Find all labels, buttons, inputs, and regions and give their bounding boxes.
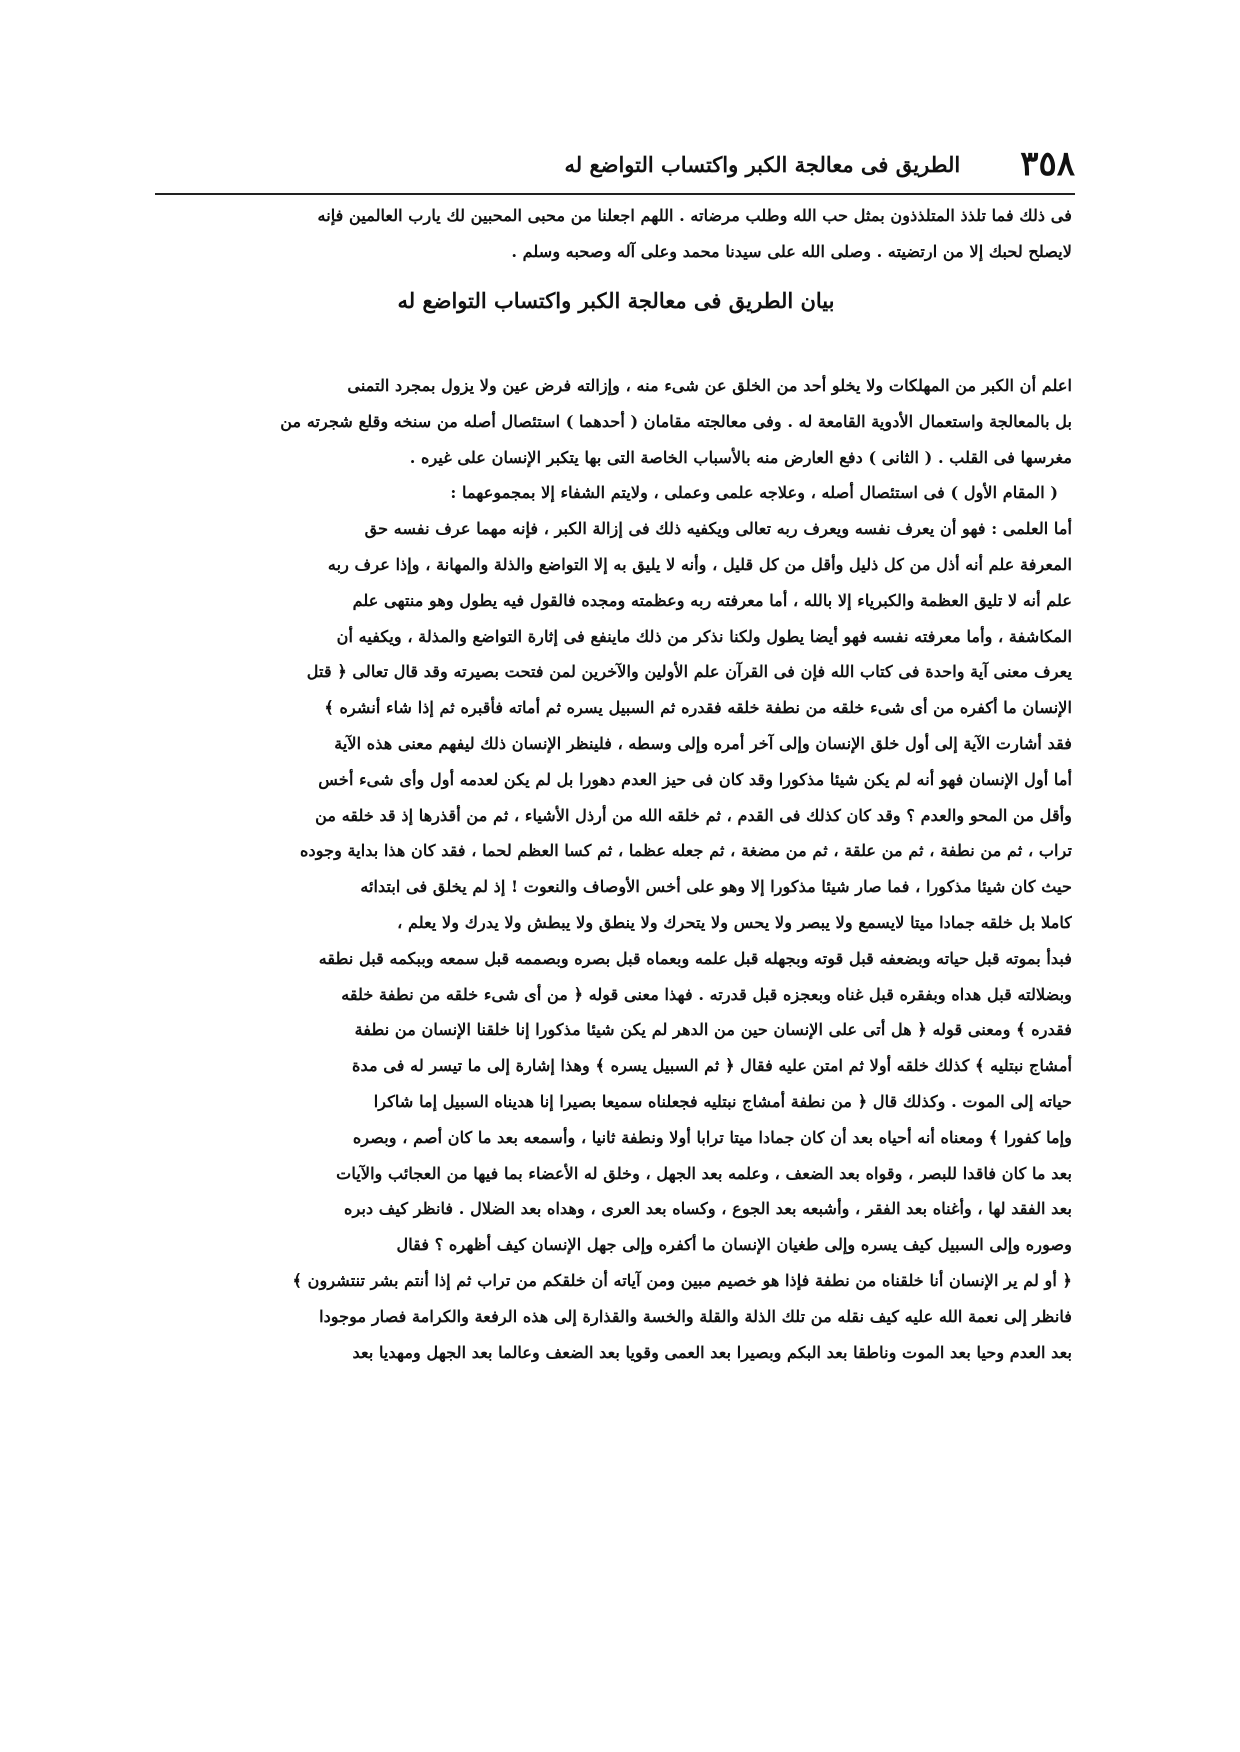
text-line: فقد أشارت الآية إلى أول خلق الإنسان وإلى آخر أمره وإلى وسطه ، فلينظر الإنسان ذلك ليفهم معنى هذه الآية: [334, 733, 1072, 753]
text-line: مغرسها فى القلب . ( الثانى ) دفع العارض منه بالأسباب الخاصة التى بها يتكبر الإنسان على غيره .: [409, 447, 1072, 467]
text-line: بعد الفقد لها ، وأغناه بعد الفقر ، وأشبعه بعد الجوع ، وكساه بعد العرى ، وهداه بعد الضلال . فانظر كيف دبره: [344, 1199, 1072, 1219]
text-line: بل بالمعالجة واستعمال الأدوية القامعة له . وفى معالجته مقامان ( أحدهما ) استئصال أصله من سنخه وقلع شجرته من: [280, 411, 1072, 431]
text-line: فقدره ﴾ ومعنى قوله ﴿ هل أتى على الإنسان حين من الدهر لم يكن شيئا مذكورا إنا خلقنا الإنسان من نطفة: [354, 1020, 1072, 1040]
text-line: فانظر إلى نعمة الله عليه كيف نقله من تلك الذلة والقلة والخسة والقذارة إلى هذه الرفعة والكرامة فصار موجودا: [319, 1306, 1072, 1326]
text-line: وبضلالته قبل هداه وبفقره قبل غناه وبعجزه قبل قدرته . فهذا معنى قوله ﴿ من أى شىء خلقه من نطفة خلقه: [341, 984, 1072, 1004]
text-line: ﴿ أو لم ير الإنسان أنا خلقناه من نطفة فإذا هو خصيم مبين ومن آياته أن خلقكم من تراب ثم إذا أنتم بشر تنتشرون ﴾: [292, 1270, 1072, 1290]
text-line: فبدأ بموته قبل حياته وبضعفه قبل قوته وبجهله قبل علمه وبعماه قبل بصره وبصممه قبل سمعه وببكمه قبل نطقه: [318, 948, 1072, 968]
page-number: ٣٥٨: [1020, 144, 1075, 184]
text-line: وأقل من المحو والعدم ؟ وقد كان كذلك فى القدم ، ثم خلقه الله من أرذل الأشياء ، ثم من أقذرها إذ قد خلقه من: [315, 805, 1072, 825]
text-line: يعرف معنى آية واحدة فى كتاب الله فإن فى القرآن علم الأولين والآخرين لمن فتحت بصيرته وقد قال تعالى ﴿ قتل: [306, 662, 1072, 682]
text-line: وإما كفورا ﴾ ومعناه أنه أحياه بعد أن كان جمادا ميتا ترابا أولا ونطفة ثانيا ، وأسمعه بعد ما كان أصم ، وبصره: [352, 1127, 1072, 1147]
top-paragraph: [160, 198, 1072, 270]
page-header: [155, 140, 1075, 188]
section-title: بيان الطريق فى معالجة الكبر واكتساب التواضع له: [397, 288, 835, 313]
text-line: أمشاج نبتليه ﴾ كذلك خلقه أولا ثم امتن عليه فقال ﴿ ثم السبيل يسره ﴾ وهذا إشارة إلى ما تيسر له فى مدة: [352, 1056, 1072, 1076]
text-line: لايصلح لحبك إلا من ارتضيته . وصلى الله على سيدنا محمد وعلى آله وصحبه وسلم .: [511, 241, 1072, 261]
running-title: الطريق فى معالجة الكبر واكتساب التواضع له: [564, 151, 961, 177]
text-line: حيث كان شيئا مذكورا ، فما صار شيئا مذكورا إلا وهو على أخس الأوصاف والنعوت ! إذ لم يخلق فى ابتدائه: [360, 877, 1072, 897]
text-line: اعلم أن الكبر من المهلكات ولا يخلو أحد من الخلق عن شىء منه ، وإزالته فرض عين ولا يزول بمجرد التمنى: [347, 376, 1072, 395]
text-line: تراب ، ثم من نطفة ، ثم من علقة ، ثم من مضغة ، ثم جعله عظما ، ثم كسا العظم لحما ، فقد كان هذا بداية وجوده: [300, 841, 1072, 861]
text-line: بعد العدم وحيا بعد الموت وناطقا بعد البكم وبصيرا بعد العمى وقويا بعد الضعف وعالما بعد الجهل ومهديا بعد: [352, 1342, 1072, 1362]
text-line: فى ذلك فما تلذذ المتلذذون بمثل حب الله وطلب مرضاته . اللهم اجعلنا من محبى المحبين لك يارب العالمين فإنه: [317, 206, 1072, 225]
text-line: حياته إلى الموت . وكذلك قال ﴿ من نطفة أمشاج نبتليه فجعلناه سميعا بصيرا إنا هديناه السبيل إما شاكرا: [373, 1091, 1072, 1111]
text-line: الإنسان ما أكفره من أى شىء خلقه من نطفة خلقه فقدره ثم السبيل يسره ثم أماته فأقبره ثم إذا شاء أنشره ﴾: [324, 698, 1072, 718]
text-line: المعرفة علم أنه أذل من كل ذليل وأقل من كل قليل ، وأنه لا يليق به إلا التواضع والذلة والمهانة ، وإذا عرف ربه: [327, 554, 1072, 574]
text-line: علم أنه لا تليق العظمة والكبرياء إلا بالله ، أما معرفته ربه وعظمته ومجده فالقول فيه يطول وهو منتهى علم: [352, 590, 1072, 610]
header-rule: [155, 193, 1075, 195]
body-text: [160, 368, 1072, 1370]
text-line: ( المقام الأول ) فى استئصال أصله ، وعلاجه علمى وعملى ، ولايتم الشفاء إلا بمجموعهما :: [450, 483, 1058, 503]
text-line: أما العلمى : فهو أن يعرف نفسه ويعرف ربه تعالى ويكفيه ذلك فى إزالة الكبر ، فإنه مهما عرف نفسه حق: [364, 519, 1072, 539]
text-line: أما أول الإنسان فهو أنه لم يكن شيئا مذكورا وقد كان فى حيز العدم دهورا بل لم يكن لعدمه أول وأى شىء أخس: [318, 769, 1072, 789]
text-line: المكاشفة ، وأما معرفته نفسه فهو أيضا يطول ولكنا نذكر من ذلك ماينفع فى إثارة التواضع والمذلة ، ويكفيه أن: [336, 626, 1072, 646]
text-line: وصوره وإلى السبيل كيف يسره وإلى طغيان الإنسان ما أكفره وإلى جهل الإنسان كيف أظهره ؟ فقال: [396, 1235, 1072, 1255]
text-line: بعد ما كان فاقدا للبصر ، وقواه بعد الضعف ، وعلمه بعد الجهل ، وخلق له الأعضاء بما فيها من العجائب والآيات: [336, 1163, 1072, 1183]
text-line: كاملا بل خلقه جمادا ميتا لايسمع ولا يبصر ولا يحس ولا يتحرك ولا ينطق ولا يبطش ولا يدرك ولا يعلم ،: [397, 912, 1072, 932]
